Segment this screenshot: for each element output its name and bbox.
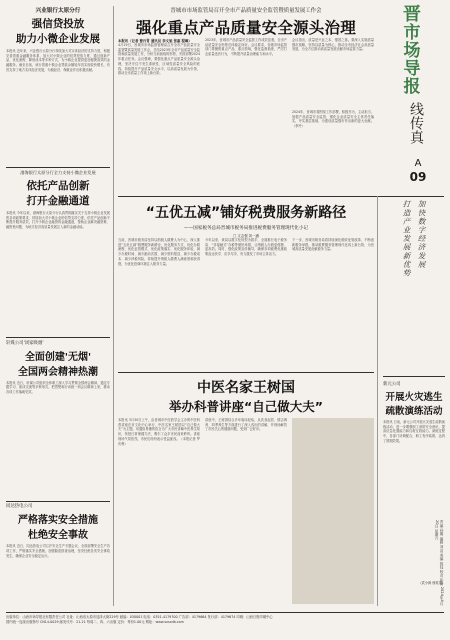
top-story-body-2: 2023年，晋城市产品质量安全监管工作成效显著，全市产品质量安全形势总体稳定向好。会议要求，各级市场监管部门要聚焦重点产品、重点领域，强化监督抽查，严厉打击质量违法行为，不断提升质量治理能力和水平。	[205, 38, 287, 57]
footer	[6, 615, 444, 635]
page-number-box	[404, 158, 432, 188]
tcm-story-photo	[292, 418, 374, 604]
divider	[6, 337, 110, 338]
story-3-body: 本报讯 近日，轩煤公司组织全体职工深入学习贯彻全国两会精神，通过专题学习、座谈交流等多种形式，把思想和行动统一到会议精神上来，推动各项工作落地见效。	[6, 380, 110, 394]
footer-line-2: 国内统一连续出版物号 CN14-0029 邮发代号：21-21 每周二、四、六出版 定价：每份1.00元 网址：www.sxscdb.com	[6, 620, 184, 624]
column-divider	[113, 6, 114, 606]
top-story-col-1	[118, 38, 200, 192]
top-story-kicker: 晋城市市场监管局召开全市产品质量安全监管暨质量发展工作会	[170, 8, 322, 14]
story-4-headline-line2: 杜绝安全事故	[28, 530, 88, 542]
top-story-columns	[118, 38, 374, 192]
top-story-headline: 强化重点产品质量安全源头治理	[136, 19, 356, 37]
story-2-headline-line2: 打开金融通道	[26, 194, 90, 207]
tax-story-columns	[118, 238, 374, 368]
masthead-title-char: 市	[403, 23, 421, 43]
tax-story-body-2: 今年以来，该局以数字化转型为抓手，全面推行电子税务局、“非接触式”办税等便民举措，让纳税人办税更便捷、更高效。同时，强化政策宣传辅导，确保各项税费优惠政策直达快享、应享尽享，有力激发了市场主体活力。	[205, 238, 287, 257]
divider	[118, 196, 444, 197]
drill-story-headline-line2: 疏散演练活动	[385, 405, 443, 417]
divider	[6, 501, 110, 502]
story-4-kicker: 同达热电公司	[6, 504, 33, 510]
editor-info: 责编 孙刚 编辑 刘洁 美编 郭钰 校对 张涛 2024年4月20日 星期六	[435, 520, 444, 606]
tax-story-byline: □ 文志强 刘一涵	[233, 234, 259, 238]
divider	[118, 372, 374, 373]
section-label	[406, 102, 426, 144]
footer-divider	[6, 612, 444, 613]
drill-story-headline	[383, 389, 445, 417]
top-story-body-3: 会议指出，质量是兴业之本、强国之基。要深入实施质量强市战略，坚持以质量为核心，推动全市经济社会高质量发展，为全方位推动高质量发展贡献市场监管力量。	[292, 38, 374, 52]
story-4-body: 本报讯 近日，同达热电公司召开安全生产专题会议，全面部署安全生产各项工作，严格落实安全措施，加强隐患排查治理，坚决杜绝各类安全事故发生，确保企业安全稳定运行。	[6, 544, 110, 558]
top-story-col-3	[292, 38, 374, 192]
story-4-headline-line1: 严格落实安全措施	[18, 515, 98, 527]
story-1-body: 本报讯 近年来，兴业银行太原分行持续加大对实体经济的支持力度，积极完善普惠金融服务体系，加大对小微企业的信贷投放力度，通过创新产品、优化流程、降低成本等多种方式，为小微企业提供更加便捷高效的金融服务。截至目前，该行普惠小微企业贷款余额较年初实现较快增长，有效支持了地方实体经济发展，为稳经济、保就业作出积极贡献。	[6, 49, 110, 72]
top-story	[118, 6, 374, 192]
slogan-line-1: 打造产业发展新优势	[402, 200, 411, 278]
top-story-body-4: 2024年，晋城市将围绕工作部署，积极作为，主动担当，加强产品质量安全监管，强化企业质量安全主体责任落实，夯实基层基础，为建设质量强市作出新的更大贡献。（李玲）	[292, 110, 374, 129]
tcm-story	[118, 372, 374, 606]
story-2-kicker: 渤海银行太原分行全力支持小微企业发展	[20, 169, 96, 175]
column-divider	[377, 196, 378, 606]
divider	[383, 376, 445, 377]
page-number: 09	[409, 170, 427, 184]
footer-line-1: 出版单位：山西市场导报社有限责任公司 社址：山西省太原市迎泽大街229号 邮编：030001 电话：0351-4179700 广告部：4179664 发行部：4179674 印刷：山西日报印刷中心	[6, 615, 273, 619]
page-letter: A	[414, 158, 422, 169]
section-name: 线传真	[408, 102, 424, 144]
drill-story-headline-line1: 开展火灾逃生	[385, 391, 443, 403]
story-2-headline-line1: 依托产品创新	[26, 179, 90, 192]
story-1-headline-line1: 强信贷投放	[31, 18, 85, 30]
tcm-story-columns	[118, 418, 374, 604]
drill-story-kicker: 新元公司	[383, 381, 401, 387]
drill-story-byline: （武小涛 徐英英）	[418, 580, 445, 585]
tcm-story-body-2: 讲座中，王树国结合多年临床经验，从饮食起居、情志调养、四季养生等方面进行了深入浅出的讲解，并现场解答了市民关心的健康问题，受到广泛好评。	[205, 418, 287, 432]
story-4-headline	[6, 511, 110, 541]
tax-story	[118, 200, 374, 370]
tcm-story-headline-line1: 中医名家王树国	[197, 379, 295, 396]
tcm-story-body: 本报讯 3月30日上午，由晋城市中医药学会主办的中医科普讲座在市文化中心举行，中医名家王树国以“自己做大夫”为主题，用通俗易懂的语言为广大市民讲解中医养生知识，传授日常保健方法，吸引了众多市民前来聆听。讲座现场气氛热烈，市民们纷纷表示受益匪浅。（本报记者 罗庆利）	[118, 418, 200, 446]
story-3-kicker: 轩煤公司'闭家吸烟'	[6, 340, 44, 346]
story-4	[6, 503, 110, 608]
story-2-body: 本报讯 今年以来，渤海银行太原分行认真贯彻落实关于支持小微企业发展的各项政策要求，持续加大对小微企业的信贷支持力度，依托产品创新不断提升服务质效，打开小微企业融资的金融通道，帮助企业解决融资难、融资贵问题，为地方经济高质量发展注入新的金融动能。	[6, 210, 110, 229]
divider	[6, 167, 110, 168]
masthead-title-char: 报	[403, 77, 421, 97]
top-story-body: 4月19日，晋城市市场监督管理局召开全市产品质量安全监管暨质量发展工作会，总结2023年全市产品质量安全监管和质量发展工作，分析当前面临的形势，安排部署2024年重点任务。会议强调，要强化重点产品质量安全源头治理，坚决守住不发生系统性、区域性质量安全风险的底线，持续提升产品质量安全水平，以高质量发展为引领，推动全市质量工作再上新台阶。	[118, 43, 200, 76]
tax-story-body-3: 下一步，晋城市税务局将持续深化税收征管改革，不断创新服务举措，推动税费服务管理现代化再上新台阶，为晋城高质量发展贡献税务力量。	[292, 238, 374, 252]
story-3-headline-line1: 全面创建'无烟'	[24, 351, 92, 363]
story-1-headline-line2: 助力小微企业发展	[16, 33, 100, 45]
slogan-line-2: 加快数字经济发展	[417, 200, 426, 269]
slogan-box	[383, 200, 445, 360]
story-3-headline	[6, 348, 110, 378]
tcm-story-headline-line2: 举办科普讲座“自己做大夫”	[169, 398, 323, 414]
drill-story-body: 本报讯 日前，新元公司开展火灾逃生疏散演练活动，进一步增强职工消防安全意识，提高应急处置能力和自救互救能力。演练过程中，各部门协调配合，职工有序疏散，达到了预期效果。	[383, 419, 445, 443]
story-3-headline-line2: 全国两会精神热潮	[18, 366, 98, 378]
story-2-headline	[6, 178, 110, 208]
tcm-story-headline	[118, 377, 374, 415]
tax-story-subhead: ——国家税务总局晋城市税务局推进税费服务管理现代化小记	[183, 226, 309, 231]
masthead-title-char: 晋	[403, 4, 421, 25]
top-story-byline: 本报讯（记者 曹丹青 通讯员 李文旭 张惠 程琳）	[118, 39, 192, 43]
masthead-title	[380, 6, 444, 96]
story-1-headline	[6, 16, 110, 46]
story-1	[6, 6, 110, 165]
tax-story-body: 当前，晋城市税务局坚持以纳税人缴费人为中心，深入推进“五优五减”税费服务新路径，优化服务方式、优化办税流程、优化征管模式、优化政策落实、优化服务体验，减少办税时间、减少跑动次数、减少资料报送、减少办税成本、减少涉税风险，持续提升纳税人缴费人满意度和获得感，为优化营商环境注入税务力量。	[118, 238, 200, 266]
story-2	[6, 170, 110, 335]
masthead-title-char: 场	[403, 41, 421, 61]
story-3	[6, 340, 110, 499]
tax-story-headline: “五优五减”铺好税费服务新路径	[145, 205, 347, 221]
left-column	[6, 6, 110, 606]
story-1-kicker: 兴业银行太原分行	[35, 8, 81, 14]
masthead-title-char: 导	[403, 59, 421, 79]
